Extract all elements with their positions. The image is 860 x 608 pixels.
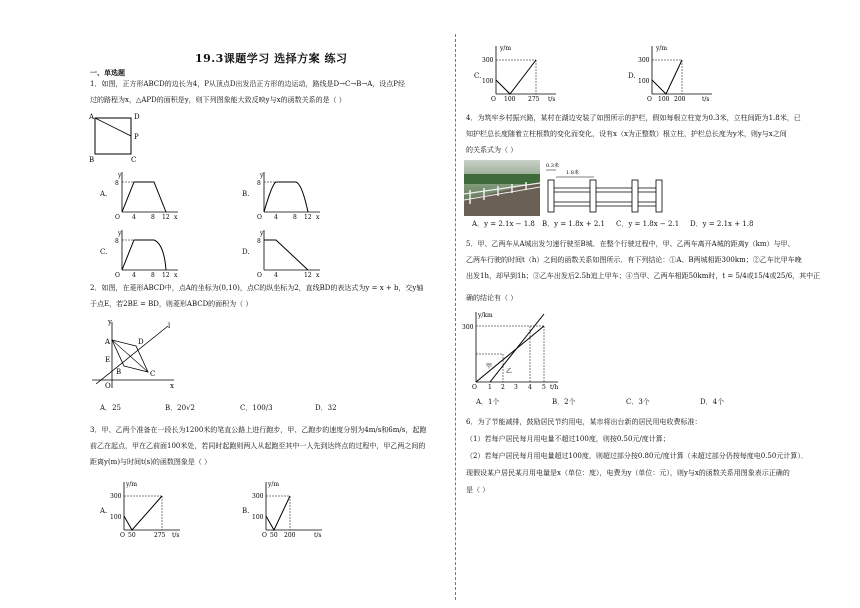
column-divider <box>455 34 456 600</box>
q1-option-d-label[interactable]: D. <box>242 248 250 256</box>
q3-option-a-label[interactable]: A. <box>100 507 108 515</box>
q5-distance-graph <box>462 310 562 392</box>
q1-label-d: D <box>134 113 140 121</box>
svg-text:100: 100 <box>638 78 650 85</box>
q5-line4: 确的结论有（ ） <box>466 294 518 302</box>
section-label: 一、单选题 <box>90 68 125 77</box>
svg-text:4: 4 <box>274 272 278 279</box>
svg-text:O: O <box>647 96 652 103</box>
svg-text:O: O <box>115 214 120 221</box>
svg-text:8: 8 <box>257 238 261 245</box>
q5-line3: 出发1h，却早到1h；③乙车出发后2.5h追上甲车；④当甲、乙两车相距50km时，t = 5/4或15/4或25/6，其中正 <box>466 272 821 280</box>
q4-fence-diagram <box>544 160 664 216</box>
svg-text:8: 8 <box>151 214 155 221</box>
q1-graph-c[interactable] <box>112 228 182 280</box>
svg-text:O: O <box>105 382 111 390</box>
q3-line2: 前乙在起点，甲在乙前面100米处，若同时起跑则两人从起跑至其中一人先到达终点的过程中，甲乙两之间的 <box>90 442 426 450</box>
svg-text:y/m: y/m <box>126 481 138 488</box>
svg-text:12: 12 <box>162 272 170 279</box>
svg-text:300: 300 <box>462 324 474 331</box>
q5-option-b[interactable]: B．2个 <box>552 398 576 406</box>
q1-graph-b[interactable] <box>254 170 324 222</box>
svg-text:x: x <box>316 214 320 221</box>
q1-label-b: B <box>89 156 95 164</box>
svg-text:甲: 甲 <box>486 363 493 370</box>
svg-text:B: B <box>116 368 122 376</box>
svg-text:12: 12 <box>304 272 312 279</box>
svg-text:y: y <box>118 172 122 179</box>
svg-text:y/m: y/m <box>268 481 280 488</box>
q5-option-c[interactable]: C．3个 <box>626 398 650 406</box>
svg-text:275: 275 <box>528 96 540 103</box>
q1-label-p: P <box>134 133 139 141</box>
svg-text:x: x <box>174 272 178 279</box>
svg-text:y/m: y/m <box>656 45 668 52</box>
svg-text:A: A <box>105 338 111 346</box>
svg-text:8: 8 <box>151 272 155 279</box>
q4-option-c[interactable]: C．y = 1.8x − 2.1 <box>616 220 680 228</box>
svg-text:O: O <box>491 96 496 103</box>
svg-text:l: l <box>168 322 171 330</box>
svg-text:y: y <box>260 172 264 179</box>
q6-line2: （1）若每户居民每月用电量不超过100度，则按0.50元/度计算； <box>466 435 670 443</box>
q1-option-b-label[interactable]: B. <box>242 190 250 198</box>
svg-text:乙: 乙 <box>506 368 513 375</box>
svg-text:300: 300 <box>638 57 650 64</box>
q5-line1: 5．甲、乙两车从A城出发匀速行驶至B城．在整个行驶过程中，甲、乙两车离开A城的距离y（km）与甲、 <box>466 240 795 248</box>
q5-option-d[interactable]: D．4个 <box>700 398 725 406</box>
svg-text:300: 300 <box>110 493 122 500</box>
q1-line1: 1．如图，正方形ABCD的边长为4，P从顶点D出发沿正方形的边运动，路线是D→C→B→A，设点P经 <box>90 80 405 88</box>
q3-line1: 3．甲、乙两个准备在一段长为1200米的笔直公路上进行跑步，甲、乙跑步的速度分别为4m/s和6m/s，起跑 <box>90 426 427 434</box>
q4-lakeside-photo <box>464 160 540 216</box>
q3-graph-a[interactable] <box>110 478 186 540</box>
svg-text:x: x <box>170 382 174 390</box>
q1-option-c-label[interactable]: C. <box>100 248 108 256</box>
svg-text:1.8米: 1.8米 <box>566 170 579 176</box>
svg-text:y/km: y/km <box>478 312 493 319</box>
svg-text:t/s: t/s <box>314 532 322 539</box>
svg-text:100: 100 <box>482 78 494 85</box>
svg-text:E: E <box>105 356 111 364</box>
svg-text:t/s: t/s <box>702 96 710 103</box>
svg-text:12: 12 <box>162 214 170 221</box>
svg-text:3: 3 <box>514 384 518 391</box>
q2-rhombus-figure <box>88 318 178 390</box>
q3-graph-d[interactable] <box>638 42 718 104</box>
svg-text:O: O <box>472 384 477 391</box>
q1-label-a: A <box>89 113 95 121</box>
svg-text:100: 100 <box>252 514 264 521</box>
svg-text:t/s: t/s <box>548 96 556 103</box>
q5-line2: 乙两车行驶的时间t（h）之间的函数关系如图所示．有下列结论：①A、B两城相距300km；②乙车比甲车晚 <box>466 256 802 264</box>
q3-option-d-label[interactable]: D. <box>628 72 636 80</box>
q6-line5: 是（ ） <box>466 486 490 494</box>
svg-text:50: 50 <box>128 532 136 539</box>
svg-text:O: O <box>262 532 267 539</box>
svg-text:D: D <box>138 338 144 346</box>
q4-option-d[interactable]: D．y = 2.1x + 1.8 <box>690 220 754 228</box>
q2-option-d[interactable]: D．32 <box>315 404 337 412</box>
svg-text:100: 100 <box>504 96 516 103</box>
svg-text:4: 4 <box>132 214 136 221</box>
q1-graph-a[interactable] <box>112 170 182 222</box>
svg-text:O: O <box>120 532 125 539</box>
q4-line1: 4．为筑牢乡村振兴路，某村在湖边安装了如图所示的护栏，假如每根立柱宽为0.3米，立柱间距为1.8米，已 <box>466 114 801 122</box>
svg-text:y: y <box>260 230 264 237</box>
q2-option-a[interactable]: A．25 <box>100 404 121 412</box>
q2-option-c[interactable]: C．100/3 <box>240 404 273 412</box>
svg-text:8: 8 <box>257 180 261 187</box>
svg-text:x: x <box>174 214 178 221</box>
q6-line1: 6．为了节能减排，鼓励居民节约用电，某市将出台新的居民用电收费标准： <box>466 418 702 426</box>
svg-text:300: 300 <box>252 493 264 500</box>
q4-option-b[interactable]: B．y = 1.8x + 2.1 <box>542 220 605 228</box>
q1-graph-d[interactable] <box>254 228 324 280</box>
q1-line2: 过的路程为x，△APD的面积是y，则下列图象能大致反映y与x的函数关系的是（ ） <box>90 96 346 104</box>
svg-text:4: 4 <box>132 272 136 279</box>
svg-text:5: 5 <box>542 384 546 391</box>
q4-line3: 的关系式为（ ） <box>466 146 518 154</box>
svg-text:O: O <box>257 272 262 279</box>
q6-line4: 现假设某户居民某月用电量是x（单位：度），电费为y（单位：元），则y与x的函数关系用图象表示正确的 <box>466 469 790 477</box>
svg-text:x: x <box>316 272 320 279</box>
q3-option-c-label[interactable]: C. <box>474 72 482 80</box>
svg-text:y: y <box>118 230 122 237</box>
svg-text:300: 300 <box>482 57 494 64</box>
svg-text:50: 50 <box>270 532 278 539</box>
svg-text:100: 100 <box>110 514 122 521</box>
svg-text:2: 2 <box>501 384 505 391</box>
q3-line3: 距离y(m)与时间t(s)的函数图象是（ ） <box>90 458 212 466</box>
svg-text:O: O <box>257 214 262 221</box>
q3-graph-b[interactable] <box>252 478 328 540</box>
svg-text:C: C <box>150 370 156 378</box>
svg-text:y/m: y/m <box>500 45 512 52</box>
q2-option-b[interactable]: B．20√2 <box>165 404 195 412</box>
svg-text:12: 12 <box>304 214 312 221</box>
svg-text:4: 4 <box>274 214 278 221</box>
svg-text:8: 8 <box>115 180 119 187</box>
page-title: 19.3课题学习 选择方案 练习 <box>195 52 348 65</box>
svg-text:275: 275 <box>154 532 166 539</box>
svg-text:8: 8 <box>293 214 297 221</box>
q2-line2: 于点E，若2BE = BD，则菱形ABCD的面积为（ ） <box>90 300 253 308</box>
svg-text:200: 200 <box>284 532 296 539</box>
q1-square-figure <box>88 110 148 164</box>
q3-graph-c[interactable] <box>482 42 562 104</box>
q3-option-b-label[interactable]: B. <box>242 507 250 515</box>
svg-text:t/h: t/h <box>550 384 559 391</box>
q6-line3: （2）若每户居民每月用电量超过100度，则超过部分按0.80元/度计算（未超过部分仍按每度电0.50元计算）． <box>466 452 808 460</box>
svg-text:1: 1 <box>488 384 492 391</box>
q4-option-a[interactable]: A．y = 2.1x − 1.8 <box>472 220 535 228</box>
svg-text:O: O <box>115 272 120 279</box>
svg-text:4: 4 <box>528 384 532 391</box>
svg-text:t/s: t/s <box>172 532 180 539</box>
svg-text:200: 200 <box>674 96 686 103</box>
q5-option-a[interactable]: A．1个 <box>476 398 500 406</box>
q4-line2: 知护栏总长度随着立柱根数的变化而变化，设有x（x为正整数）根立柱，护栏总长度为y米，则y与x之间 <box>466 130 787 138</box>
svg-text:0.3米: 0.3米 <box>546 163 559 169</box>
svg-text:8: 8 <box>115 238 119 245</box>
q1-option-a-label[interactable]: A. <box>100 190 108 198</box>
svg-text:100: 100 <box>658 96 670 103</box>
svg-text:y: y <box>108 318 112 326</box>
q1-label-c: C <box>131 156 137 164</box>
q2-line1: 2．如图，在菱形ABCD中，点A的坐标为(0,10)，点C的纵坐标为2，直线BD的表达式为y = x + b，交y轴 <box>90 284 424 292</box>
